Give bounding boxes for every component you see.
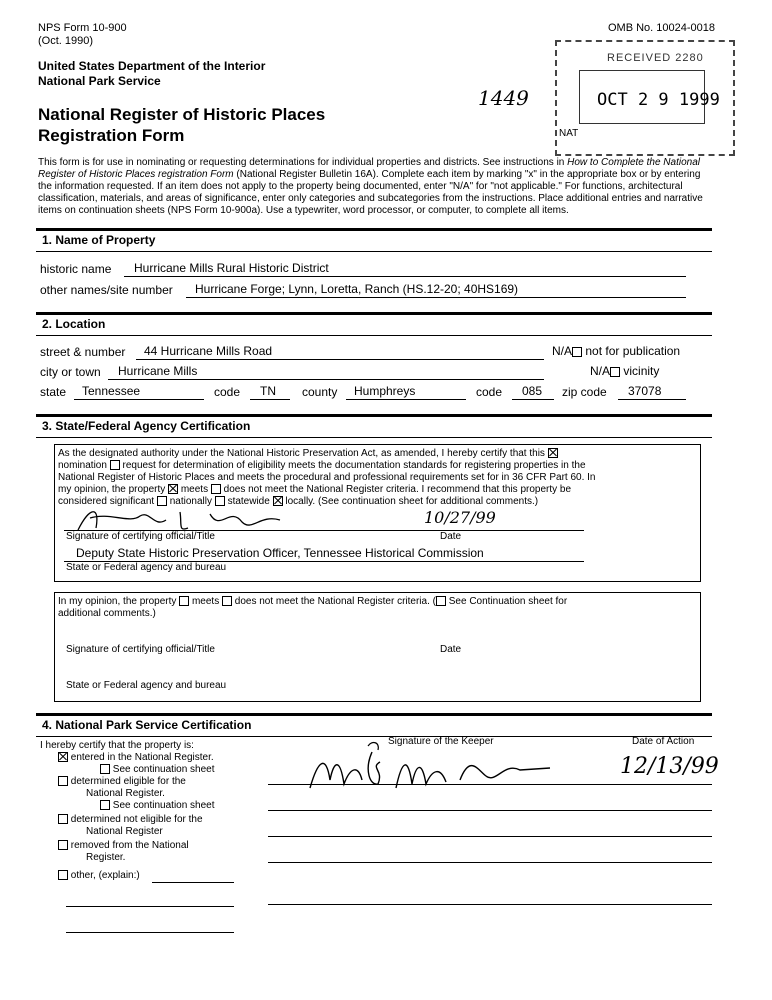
section-1-title: 1. Name of Property bbox=[42, 233, 156, 247]
agency-label: State or Federal agency and bureau bbox=[66, 562, 227, 573]
signature-official-label: Signature of certifying official/Title bbox=[66, 531, 215, 542]
opinion-line1: In my opinion, the property meets does not meet the National Register criteria. ( See Continuation sheet for bbox=[58, 596, 568, 607]
keeper-signature-label: Signature of the Keeper bbox=[388, 736, 494, 747]
not-for-publication-checkbox[interactable] bbox=[572, 347, 582, 357]
does-not-meet-checkbox[interactable] bbox=[211, 484, 221, 494]
date-of-action-value: 12/13/99 bbox=[620, 754, 719, 779]
opt-removed-b: Register. bbox=[86, 852, 126, 863]
opt-eligible-b: National Register. bbox=[86, 788, 165, 799]
section-2-header bbox=[36, 312, 712, 336]
form-number: NPS Form 10-900 bbox=[38, 22, 127, 34]
other-names-label: other names/site number bbox=[40, 283, 173, 297]
official-signature-date: 10/27/99 bbox=[424, 508, 496, 527]
opinion-date-label: Date bbox=[440, 644, 462, 655]
request-checkbox[interactable] bbox=[110, 460, 120, 470]
cert-line5: considered significant nationally statewide locally. (See continuation sheet for additional comments.) bbox=[58, 496, 539, 507]
agency-value: Deputy State Historic Preservation Officer, Tennessee Historical Commission bbox=[76, 546, 484, 560]
opinion-continuation-checkbox[interactable] bbox=[436, 596, 446, 606]
opt-entered-cont: See continuation sheet bbox=[100, 764, 215, 776]
historic-name-value: Hurricane Mills Rural Historic District bbox=[134, 261, 329, 275]
omb-number: OMB No. 10024-0018 bbox=[608, 22, 716, 34]
form-title-line2: Registration Form bbox=[38, 126, 185, 145]
department: United States Department of the Interior bbox=[38, 59, 266, 73]
opinion-agency-label: State or Federal agency and bureau bbox=[66, 680, 227, 691]
state-value: Tennessee bbox=[82, 384, 141, 398]
opinion-meets-checkbox[interactable] bbox=[179, 596, 189, 606]
historic-name-label: historic name bbox=[40, 262, 112, 276]
stamp-nat: NAT bbox=[559, 128, 579, 139]
county-code-value: 085 bbox=[522, 384, 543, 398]
state-code-label: code bbox=[214, 385, 241, 399]
opt-eligible: determined eligible for the bbox=[58, 776, 186, 788]
zip-label: zip code bbox=[562, 385, 607, 399]
cert-line1: As the designated authority under the National Historic Preservation Act, as amended, I hereby certify that this bbox=[58, 448, 558, 460]
opt-not-eligible: determined not eligible for the bbox=[58, 814, 203, 826]
opinion-signature-label: Signature of certifying official/Title bbox=[66, 644, 215, 655]
stamp-date: OCT 2 9 1999 bbox=[597, 90, 720, 110]
section-1-header bbox=[36, 228, 712, 252]
vicinity: N/A vicinity bbox=[590, 364, 660, 378]
opt-not-eligible-b: National Register bbox=[86, 826, 163, 837]
zip-value: 37078 bbox=[628, 384, 662, 398]
county-code-label: code bbox=[476, 385, 503, 399]
date-of-action-label: Date of Action bbox=[632, 736, 695, 747]
date-label: Date bbox=[440, 531, 462, 542]
vicinity-checkbox[interactable] bbox=[610, 367, 620, 377]
section-3-title: 3. State/Federal Agency Certification bbox=[42, 419, 251, 433]
opt-other: other, (explain:) bbox=[58, 870, 140, 882]
street-label: street & number bbox=[40, 345, 126, 359]
state-code-value: TN bbox=[260, 384, 276, 398]
other-checkbox[interactable] bbox=[58, 870, 68, 880]
not-for-publication: N/A not for publication bbox=[552, 344, 681, 358]
form-date: (Oct. 1990) bbox=[38, 35, 94, 47]
opt-removed: removed from the National bbox=[58, 840, 189, 852]
section-2-title: 2. Location bbox=[42, 317, 106, 331]
service: National Park Service bbox=[38, 74, 161, 88]
keeper-signature bbox=[300, 740, 560, 798]
stamp-received: RECEIVED 2280 bbox=[607, 52, 704, 64]
state-label: state bbox=[40, 385, 67, 399]
meets-checkbox[interactable] bbox=[168, 484, 178, 494]
city-label: city or town bbox=[40, 365, 101, 379]
handwritten-number: 1449 bbox=[478, 86, 529, 110]
nomination-checked[interactable] bbox=[548, 448, 558, 458]
not-eligible-checkbox[interactable] bbox=[58, 814, 68, 824]
entered-checkbox[interactable] bbox=[58, 752, 68, 762]
opt-entered: entered in the National Register. bbox=[58, 752, 214, 764]
section-3-header bbox=[36, 414, 712, 438]
removed-checkbox[interactable] bbox=[58, 840, 68, 850]
cert-line3: National Register of Historic Places and meets the procedural and professional requirements set for in 36 CFR Part 60. In bbox=[58, 472, 596, 483]
eligible-checkbox[interactable] bbox=[58, 776, 68, 786]
city-value: Hurricane Mills bbox=[118, 364, 198, 378]
cert-line2: nomination request for determination of eligibility meets the documentation standards for registering properties in the bbox=[58, 460, 586, 471]
opinion-does-not-meet-checkbox[interactable] bbox=[222, 596, 232, 606]
form-title-line1: National Register of Historic Places bbox=[38, 105, 326, 124]
received-stamp bbox=[555, 40, 735, 156]
county-label: county bbox=[302, 385, 338, 399]
section-4-title: 4. National Park Service Certification bbox=[42, 718, 252, 732]
opinion-line2: additional comments.) bbox=[58, 608, 156, 619]
county-value: Humphreys bbox=[354, 384, 416, 398]
nps-intro: I hereby certify that the property is: bbox=[40, 740, 194, 751]
entered-continuation-checkbox[interactable] bbox=[100, 764, 110, 774]
section-4-header bbox=[36, 713, 712, 737]
opt-eligible-cont: See continuation sheet bbox=[100, 800, 215, 812]
eligible-continuation-checkbox[interactable] bbox=[100, 800, 110, 810]
street-value: 44 Hurricane Mills Road bbox=[144, 344, 273, 358]
other-names-value: Hurricane Forge; Lynn, Loretta, Ranch (HS.12-20; 40HS169) bbox=[195, 282, 519, 296]
cert-line4: my opinion, the property meets does not meet the National Register criteria. I recommend that this property be bbox=[58, 484, 572, 495]
intro-paragraph: This form is for use in nominating or requesting determinations for individual properties and districts. See instructions in How to Complete the National Register of Historic Places registration Form (National Register Bulletin 16A). Complete each item by marking "x" in the appropriate box or by entering the information requested. If an item does not apply to the property being documented, enter "N/A" for "not applicable." For functions, architectural classification, materials, and areas of significance, enter only categories and subcategories from the instructions. Place additional entries and narrative items on continuation sheets (NPS Form 10-900a). Use a typewriter, word processor, or computer, to complete all items. bbox=[38, 157, 703, 216]
